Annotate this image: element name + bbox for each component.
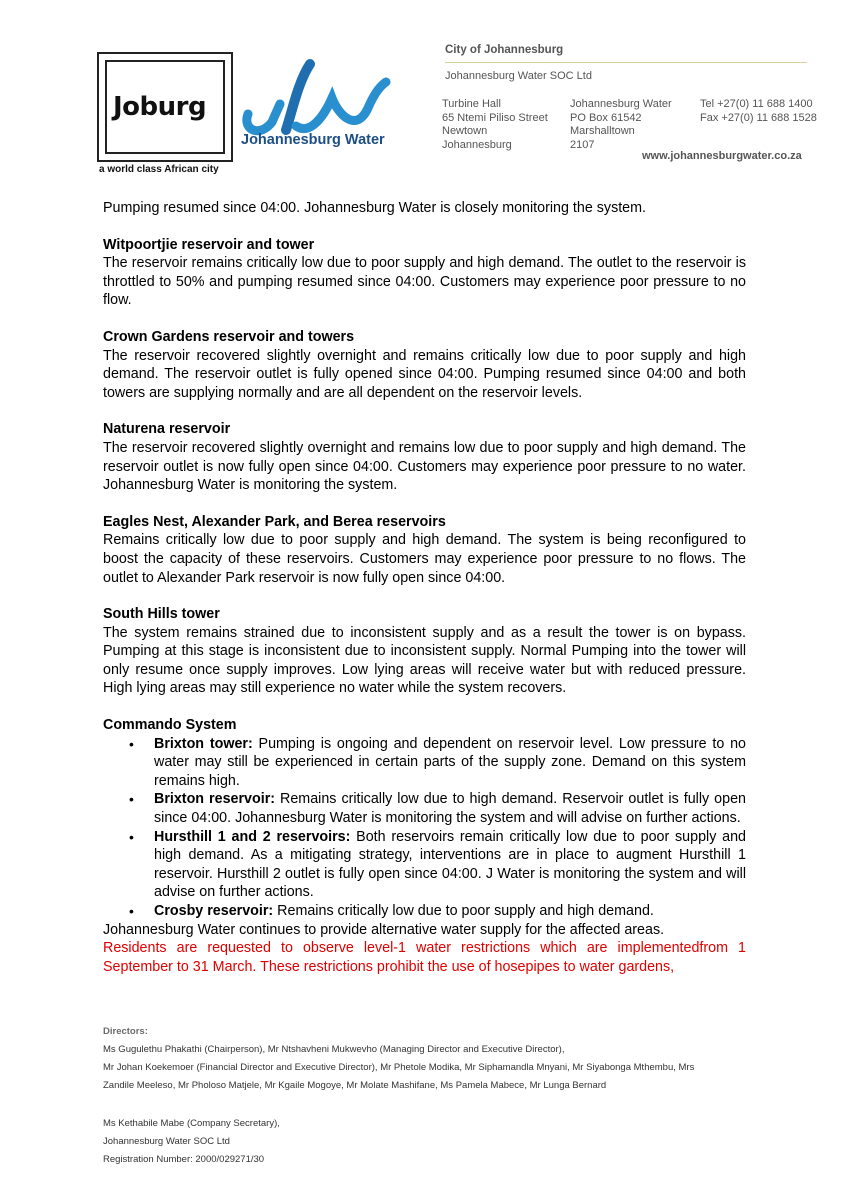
bullet-icon: •	[129, 903, 134, 919]
org-subtitle: Johannesburg Water SOC Ltd	[445, 70, 592, 82]
intro-paragraph: Pumping resumed since 04:00. Johannesburg Water is closely monitoring the system.	[103, 200, 647, 216]
bullet-icon: •	[129, 735, 134, 752]
list-item: • Brixton reservoir: Remains critically low due to high demand. Reservoir outlet is fully open since 04:00. Johannesburg Water is monitoring the system and will advise on further actions.	[129, 791, 746, 827]
registration-number: Registration Number: 2000/029271/30	[103, 1154, 265, 1165]
section-witpoortjie	[103, 236, 746, 310]
section-heading: Naturena reservoir	[103, 421, 231, 438]
directors-line: Zandile Meeleso, Mr Pholoso Matjele, Mr Kgaile Mogoye, Mr Molate Mashifane, Ms Pamela Mabece, Mr Lunga Bernard	[103, 1080, 607, 1091]
list-item: • Hursthill 1 and 2 reservoirs: Both reservoirs remain critically low due to poor supply and high demand. As a mitigating strategy, interventions are in place to augment Hursthill 1 reservoir. Hursthill 2 outlet is fully open since 04:00. J Water is monitoring the system and will advise on further actions.	[129, 828, 746, 901]
fax: Fax +27(0) 11 688 1528	[700, 111, 817, 124]
list-item: • Brixton tower: Pumping is ongoing and dependent on reservoir level. Low pressure to no water may still be experienced in certain parts of the supply zone. Demand on this system remains high.	[129, 735, 746, 789]
postal-address: Johannesburg Water PO Box 61542 Marshalltown 2107	[570, 98, 672, 151]
section-heading: Crown Gardens reservoir and towers	[103, 328, 355, 345]
directors-label: Directors:	[103, 1026, 148, 1037]
section-heading: Commando System	[103, 717, 237, 734]
org-title: City of Johannesburg	[445, 44, 564, 56]
section-commando	[103, 716, 746, 921]
directors-line: Mr Johan Koekemoer (Financial Director and Executive Director), Mr Phetole Modika, Mr Siphamandla Mnyani, Mr Siyabonga Mthembu, Mrs	[103, 1062, 695, 1073]
company-secretary: Ms Kethabile Mabe (Company Secretary),	[103, 1118, 280, 1129]
joburg-logo-tagline: a world class African city	[99, 164, 219, 175]
section-eagles-nest	[103, 513, 746, 587]
johannesburg-water-logo-text: Johannesburg Water	[241, 132, 385, 148]
section-text: The reservoir recovered slightly overnight and remains critically low due to poor supply and high demand. The reservoir outlet is fully opened since 04:00. Pumping resumed since 04:00 and both towers are supplying normally and are all dependent on the reservoir levels.	[103, 347, 746, 401]
bullet-icon: •	[129, 791, 134, 808]
commando-list	[103, 735, 746, 921]
header-rule	[445, 62, 807, 63]
contact-numbers	[700, 98, 817, 125]
section-text: The reservoir recovered slightly overnight and remains low due to poor supply and high demand. The reservoir outlet is now fully open since 04:00. Customers may experience poor pressure to no water. Johannesburg Water is monitoring the system.	[103, 439, 746, 494]
document-body	[103, 199, 746, 976]
company-name: Johannesburg Water SOC Ltd	[103, 1136, 230, 1147]
bullet-icon: •	[129, 828, 134, 845]
closing-paragraph: Johannesburg Water continues to provide alternative water supply for the affected areas.	[103, 921, 665, 938]
footer	[103, 1023, 743, 1169]
physical-address: Turbine Hall 65 Ntemi Piliso Street Newtown Johannesburg	[442, 98, 548, 151]
section-text: The reservoir remains critically low due to poor supply and high demand. The outlet to the reservoir is throttled to 50% and pumping resumed since 04:00. Customers may experience poor pressure to no flow.	[103, 255, 746, 309]
directors-line: Ms Gugulethu Phakathi (Chairperson), Mr Ntshavheni Mukwevho (Managing Director and Executive Director),	[103, 1044, 565, 1055]
section-text: Remains critically low due to poor supply and high demand. The system is being reconfigured to boost the capacity of these reservoirs. Customers may experience poor pressure to no flows. The outlet to Alexander Park reservoir is now fully open since 04:00.	[103, 532, 746, 586]
joburg-logo-word: Joburg	[113, 92, 207, 122]
section-heading: Witpoortjie reservoir and tower	[103, 236, 315, 253]
section-crown-gardens	[103, 328, 746, 402]
section-text: The system remains strained due to inconsistent supply and as a result the tower is on bypass. Pumping at this stage is inconsistent due to inconsistent supply. Normal Pumping into the tower will only resume once supply improves. Low lying areas will receive water but with reduced pressure. High lying areas may still experience no water while the system recovers.	[103, 624, 746, 697]
list-item: • Crosby reservoir: Remains critically low due to poor supply and high demand.	[129, 903, 654, 919]
section-heading: South Hills tower	[103, 606, 220, 623]
joburg-logo-box	[97, 52, 233, 162]
restrictions-notice: Residents are requested to observe level-1 water restrictions which are implementedfrom 1 September to 31 March. These restrictions prohibit the use of hosepipes to water gardens,	[103, 940, 746, 975]
section-naturena	[103, 420, 746, 494]
section-south-hills	[103, 605, 746, 698]
joburg-logo	[97, 52, 233, 182]
telephone: Tel +27(0) 11 688 1400	[700, 98, 813, 110]
section-heading: Eagles Nest, Alexander Park, and Berea reservoirs	[103, 513, 446, 530]
website-link[interactable]: www.johannesburgwater.co.za	[642, 150, 802, 162]
